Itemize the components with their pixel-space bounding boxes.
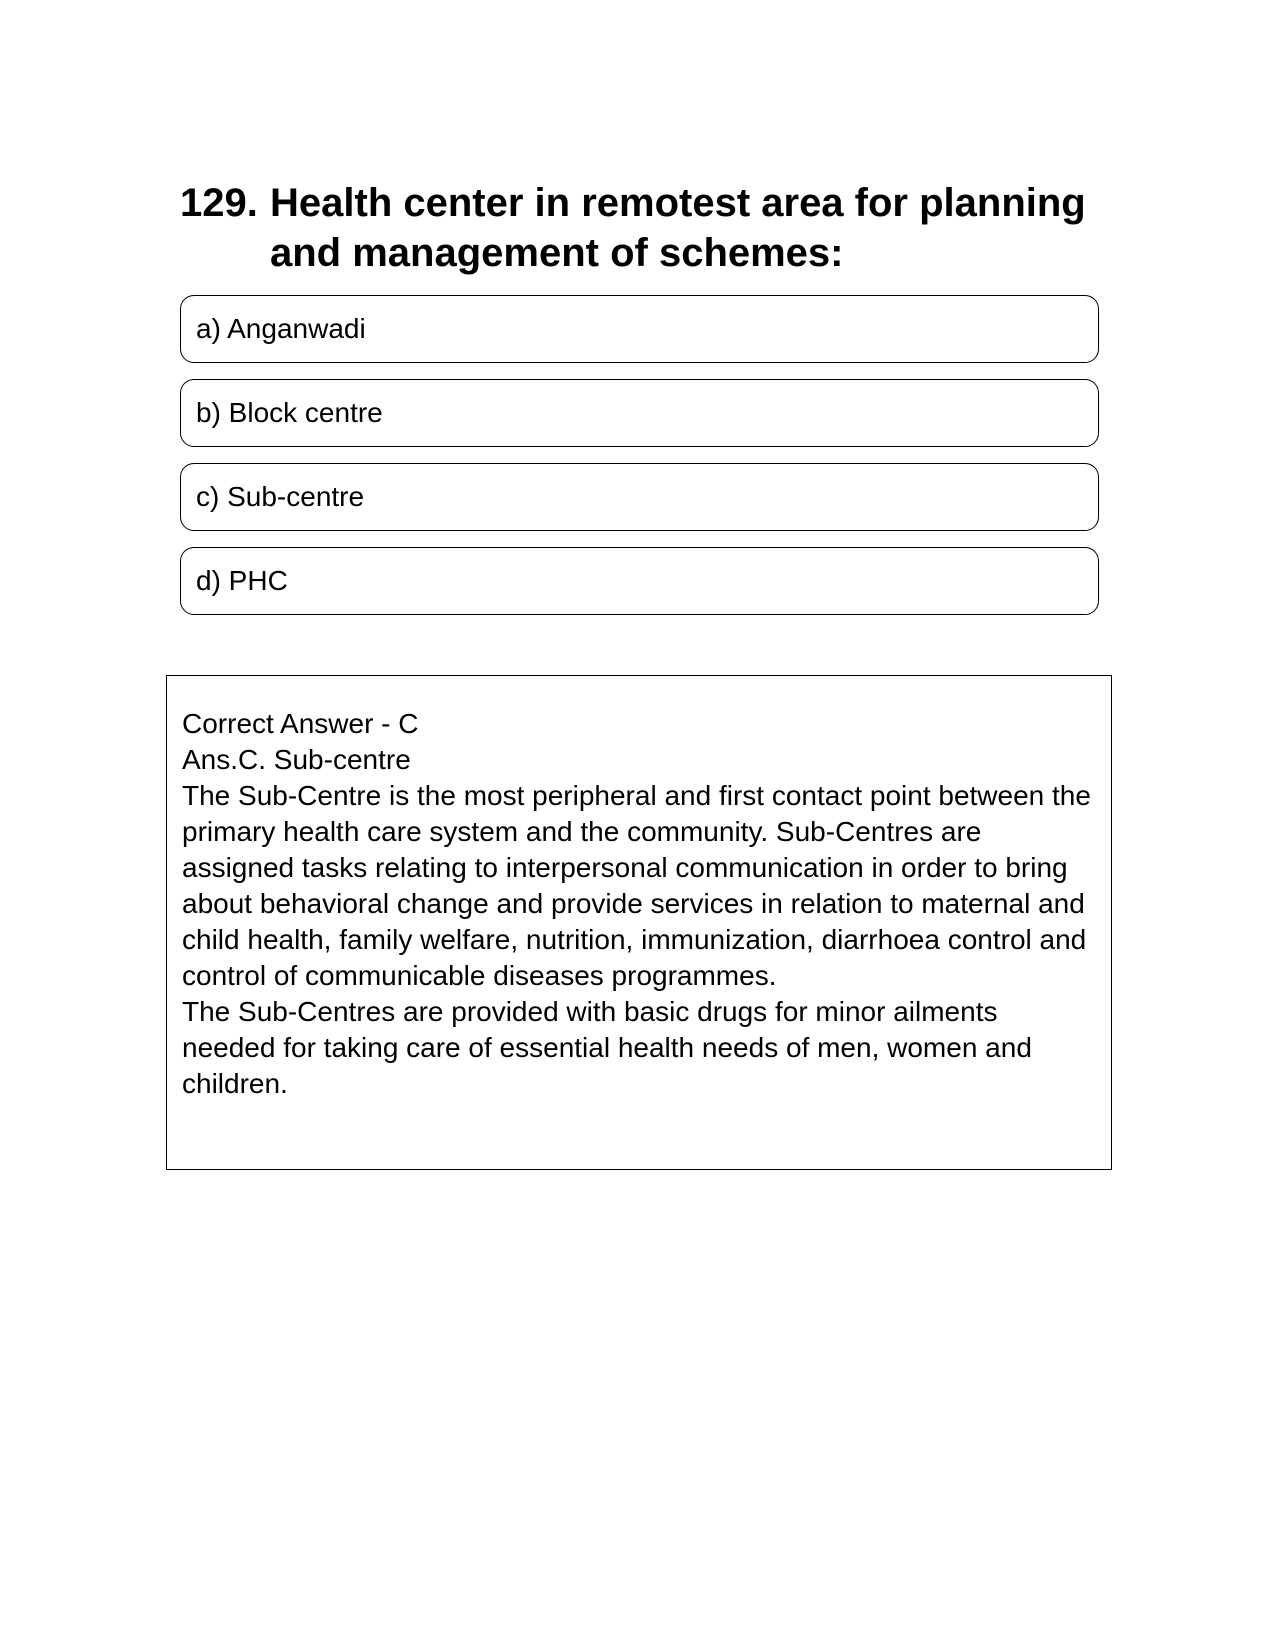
options-list — [180, 295, 1099, 631]
answer-short: Ans.C. Sub-centre — [182, 744, 411, 775]
option-d[interactable] — [180, 547, 1099, 615]
option-b-label: b) Block centre — [196, 397, 383, 428]
correct-answer: Correct Answer - C — [182, 708, 419, 739]
option-a[interactable] — [180, 295, 1099, 363]
answer-explanation-box — [166, 675, 1112, 1170]
explanation-paragraph-1: The Sub-Centre is the most peripheral and first contact point between the primary health care system and the community. Sub-Centres are assigned tasks relating to interpersonal communication in order to bring about behavioral change and provide services in relation to maternal and child health, family welfare, nutrition, immunization, diarrhoea control and control of communicable diseases programmes. — [182, 780, 1091, 991]
option-c-label: c) Sub-centre — [196, 481, 365, 512]
explanation-paragraph-2: The Sub-Centres are provided with basic drugs for minor ailments needed for taking care of essential health needs of men, women and children. — [182, 996, 1032, 1099]
question-heading — [180, 178, 1100, 278]
option-b[interactable] — [180, 379, 1099, 447]
option-c[interactable] — [180, 463, 1099, 531]
option-d-label: d) PHC — [196, 565, 288, 596]
question-text: Health center in remotest area for planning and management of schemes: — [270, 181, 1086, 275]
option-a-label: a) Anganwadi — [196, 313, 366, 344]
question-number: 129. — [180, 181, 258, 225]
